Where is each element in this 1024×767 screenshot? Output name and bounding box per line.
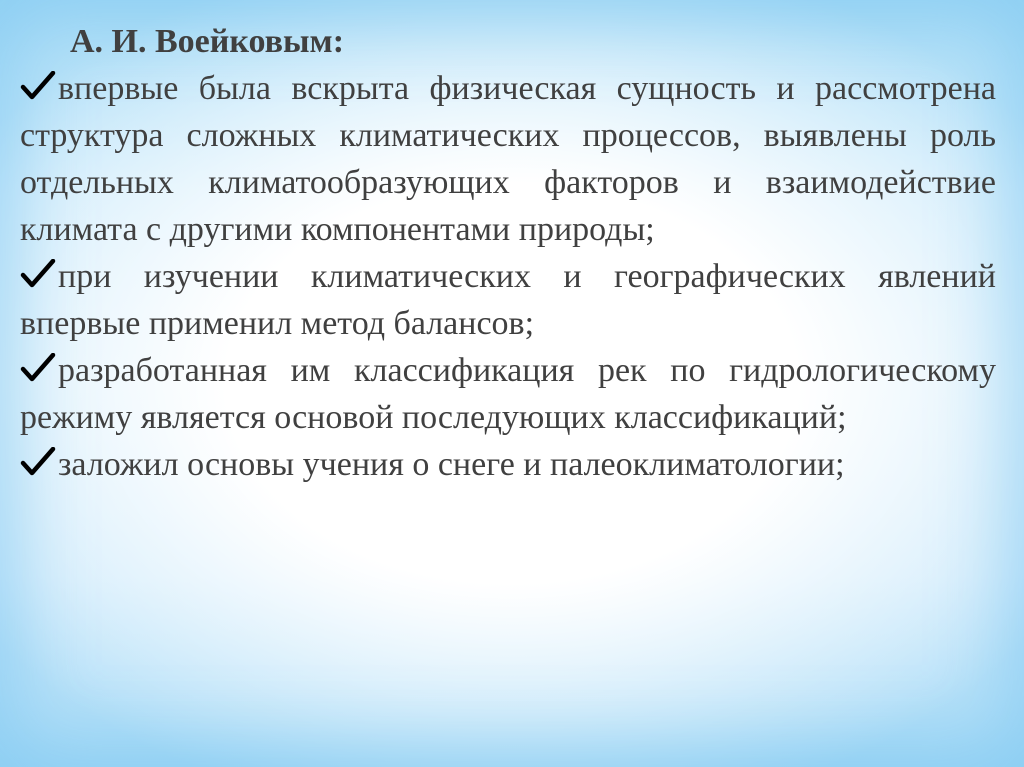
bullet-item-1 <box>20 65 996 253</box>
slide-title: А. И. Воейковым: <box>70 23 345 60</box>
check-icon <box>20 71 56 101</box>
bullet-item-4 <box>20 441 996 488</box>
bullet-text-4: заложил основы учения о снеге и палеоклиматологии; <box>58 446 845 483</box>
slide-content <box>20 18 996 488</box>
bullet-item-2 <box>20 253 996 347</box>
check-icon <box>20 259 56 289</box>
check-icon <box>20 353 56 383</box>
bullet-text-2: при изучении климатических и географических явлений впервые применил метод балансов; <box>20 258 996 342</box>
bullet-text-3: разработанная им классификация рек по гидрологическому режиму является основой последующих классификаций; <box>20 352 996 436</box>
check-icon <box>20 447 56 477</box>
bullet-item-3 <box>20 347 996 441</box>
bullet-text-1: впервые была вскрыта физическая сущность и рассмотрена структура сложных климатических процессов, выявлены роль отдельных климатообразующих факторов и взаимодействие климата с другими компонентами природы; <box>20 70 996 248</box>
